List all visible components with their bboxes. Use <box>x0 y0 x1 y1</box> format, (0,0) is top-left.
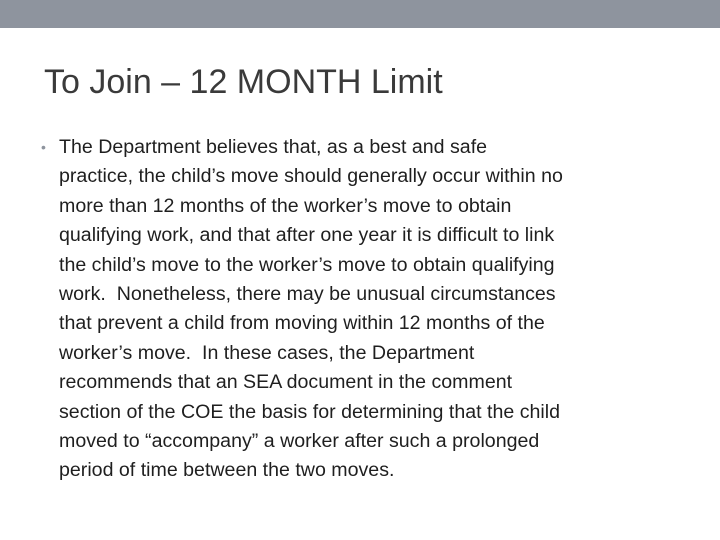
bullet-line: worker’s move. In these cases, the Department <box>59 341 475 364</box>
bullet-line: section of the COE the basis for determining that the child <box>59 400 560 423</box>
bullet-line: qualifying work, and that after one year it is difficult to link <box>59 224 555 247</box>
bullet-line: work. Nonetheless, there may be unusual circumstances <box>59 283 556 306</box>
bullet-line: the child’s move to the worker’s move to obtain qualifying <box>59 253 555 276</box>
bullet-paragraph <box>59 133 563 486</box>
bullet-line: practice, the child’s move should generally occur within no <box>59 165 563 188</box>
bullet-line: period of time between the two moves. <box>59 459 395 482</box>
bullet-marker: • <box>41 139 46 155</box>
bullet-line: that prevent a child from moving within 12 months of the <box>59 312 545 335</box>
bullet-line: recommends that an SEA document in the comment <box>59 371 513 394</box>
slide-header-bar <box>0 0 720 28</box>
bullet-line: moved to “accompany” a worker after such a prolonged <box>59 430 540 453</box>
bullet-line: more than 12 months of the worker’s move to obtain <box>59 194 512 217</box>
bullet-line: The Department believes that, as a best and safe <box>59 136 488 158</box>
slide-title: To Join – 12 MONTH Limit <box>44 63 443 101</box>
